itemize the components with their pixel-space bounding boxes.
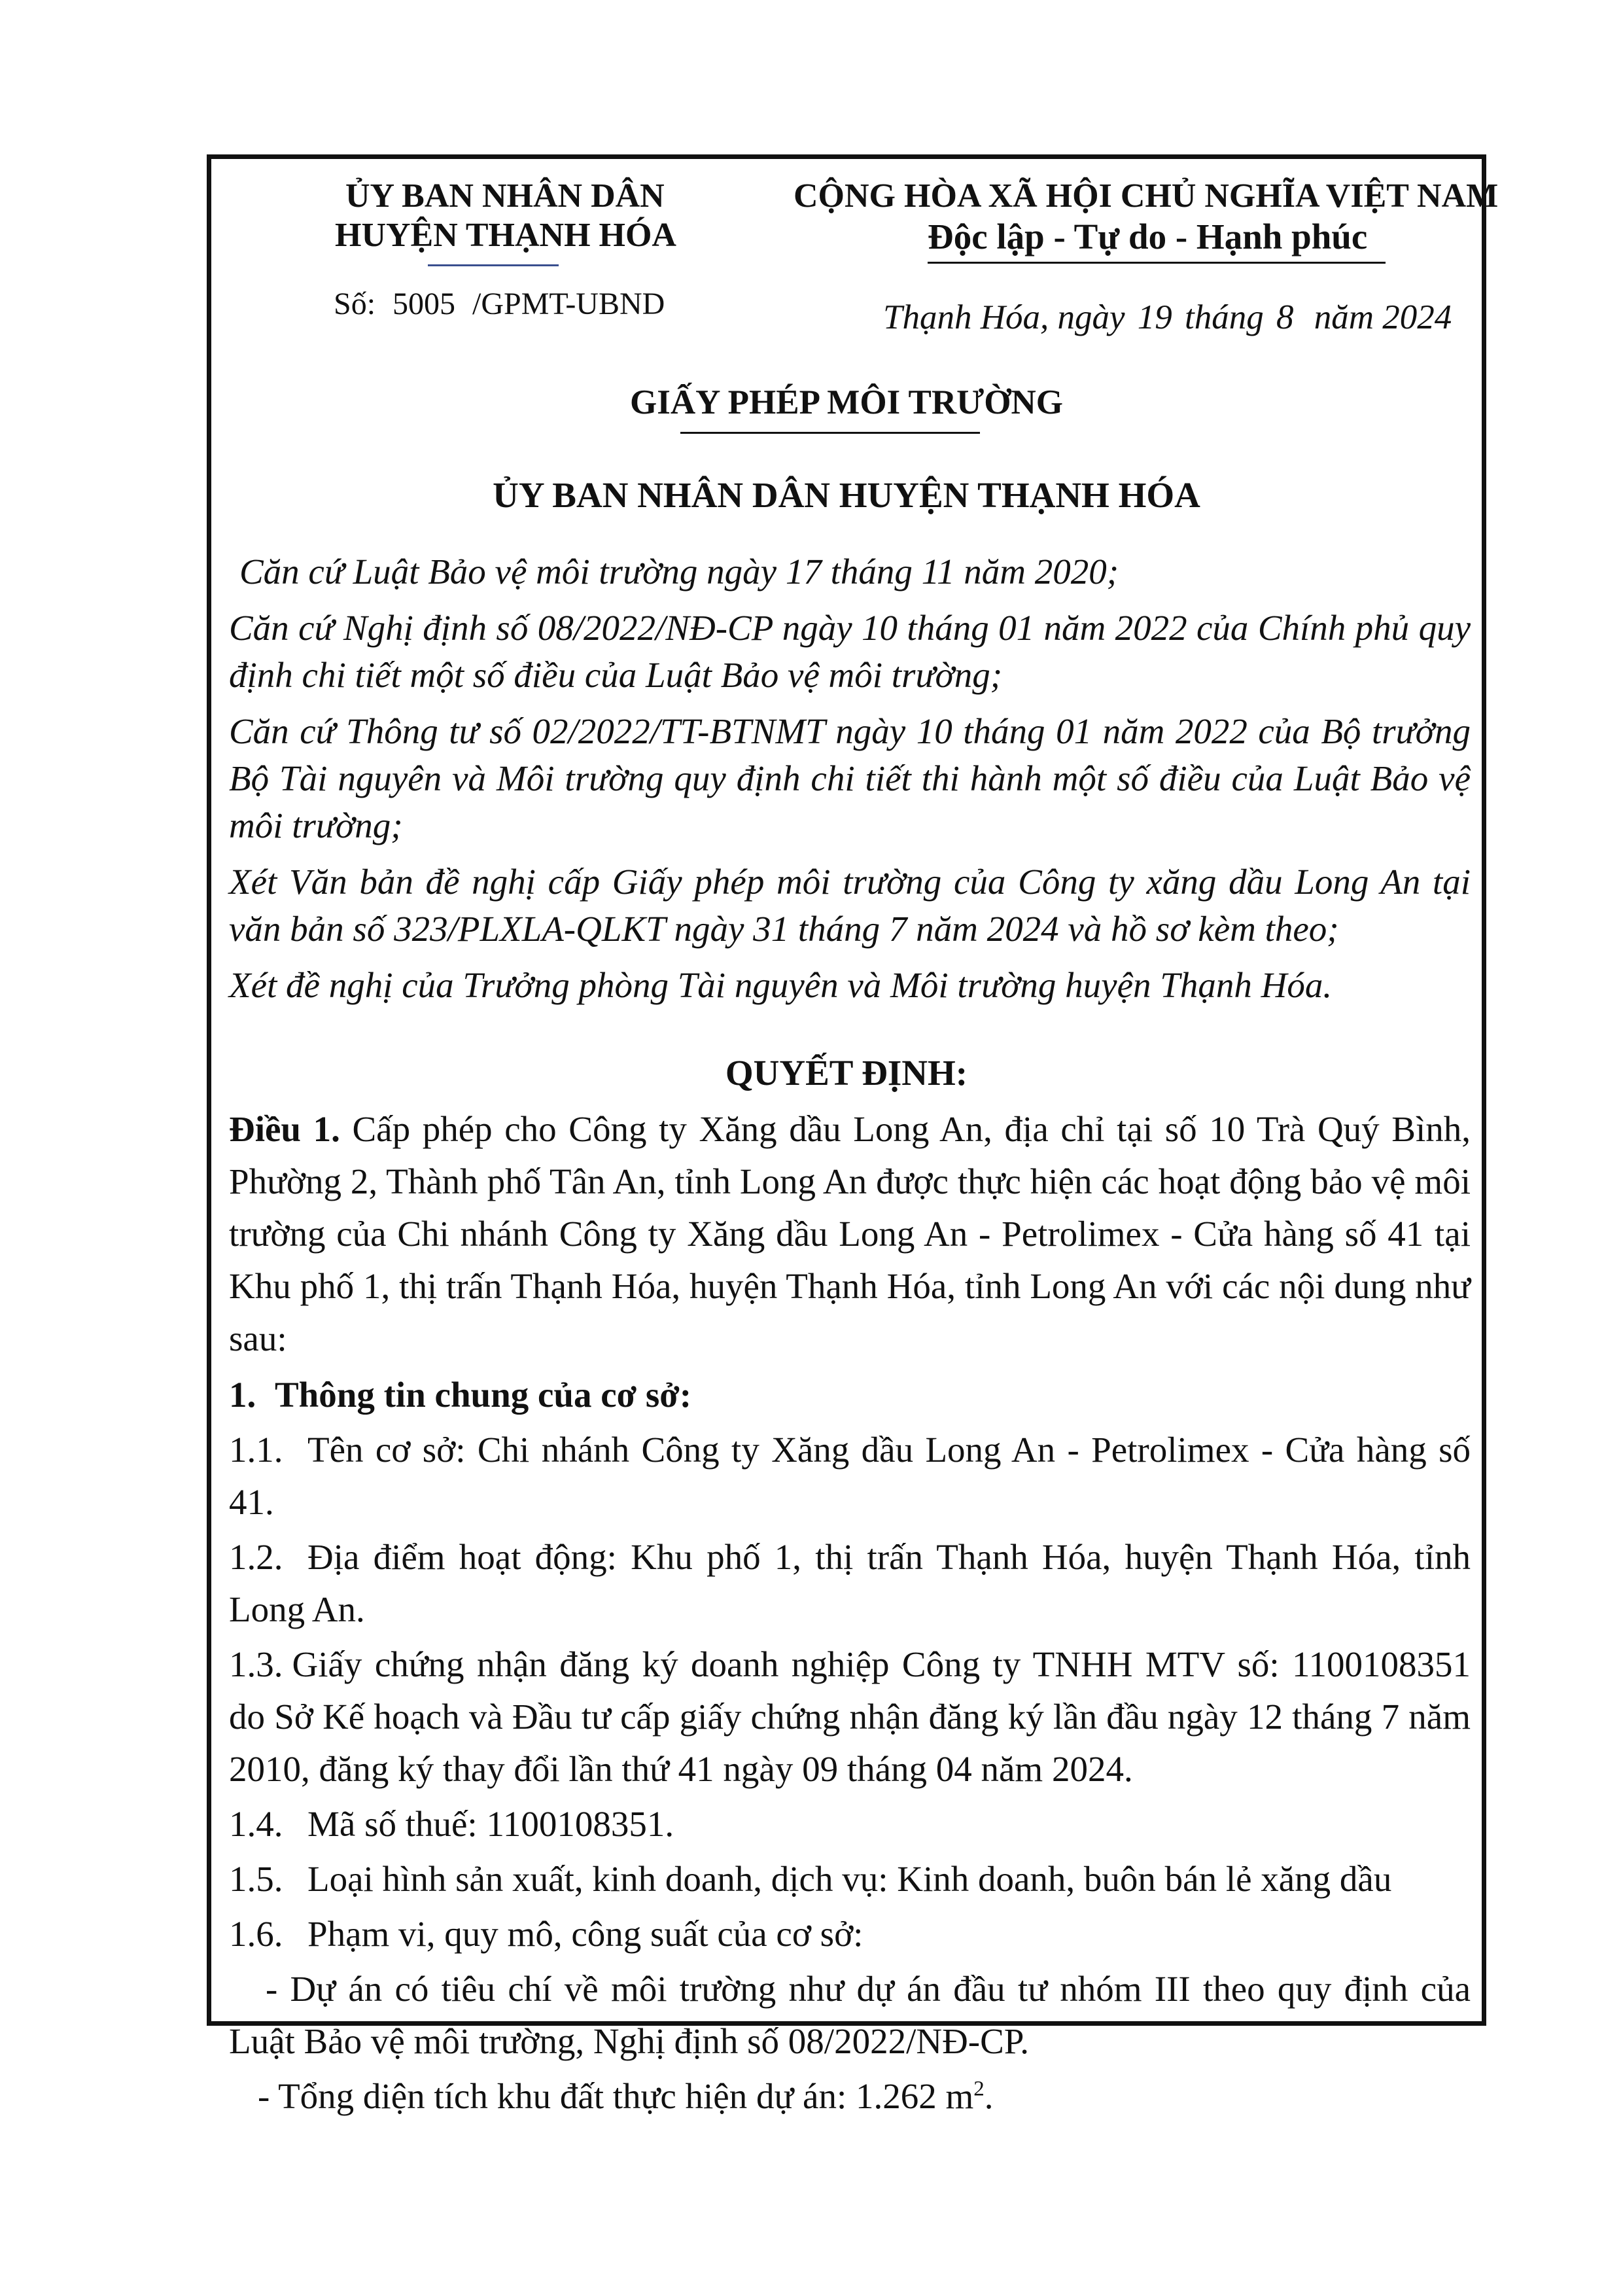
item-1-1 <box>229 1424 1471 1528</box>
article-1-label: Điều 1. <box>229 1109 340 1149</box>
article-1 <box>229 1103 1471 1365</box>
section-1-heading <box>229 1369 1471 1421</box>
decision-heading: QUYẾT ĐỊNH: <box>725 1053 968 1093</box>
date-place: Thạnh Hóa, ngày <box>883 298 1125 336</box>
document-number <box>334 286 665 322</box>
item-1-2-text: Địa điểm hoạt động: Khu phố 1, thị trấn Thạnh Hóa, huyện Thạnh Hóa, tỉnh Long An. <box>229 1537 1471 1629</box>
number-suffix: /GPMT-UBND <box>472 287 665 321</box>
item-1-6-text: Phạm vi, quy mô, công suất của cơ sở: <box>307 1914 864 1954</box>
date-month-word: tháng <box>1185 298 1264 336</box>
preamble-law: Căn cứ Luật Bảo vệ môi trường ngày 17 tháng 11 năm 2020; <box>239 552 1119 592</box>
national-title: CỘNG HÒA XÃ HỘI CHỦ NGHĨA VIỆT NAM <box>794 177 1499 215</box>
authority-heading: ỦY BAN NHÂN DÂN HUYỆN THẠNH HÓA <box>493 475 1200 515</box>
item-1-4-text: Mã số thuế: 1100108351. <box>307 1804 674 1844</box>
section-1 <box>229 1369 1471 2123</box>
item-1-3 <box>229 1638 1471 1795</box>
bullet-land-area <box>229 2070 1471 2123</box>
preamble-decree: Căn cứ Nghị định số 08/2022/NĐ-CP ngày 10 tháng 01 năm 2022 của Chính phủ quy định chi tiết một số điều của Luật Bảo vệ môi trường; <box>229 608 1471 695</box>
article-1-paragraph <box>229 1103 1471 1365</box>
item-1-3-text: Giấy chứng nhận đăng ký doanh nghiệp Công ty TNHH MTV số: 1100108351 do Sở Kế hoạch và Đầu tư cấp giấy chứng nhận đăng ký lần đầu ngày 12 tháng 7 năm 2010, đăng ký thay đổi lần thứ 41 ngày 09 tháng 04 năm 2024. <box>229 1644 1471 1789</box>
issuer-name: ỦY BAN NHÂN DÂN <box>345 177 665 215</box>
number-prefix: Số: <box>334 287 376 321</box>
number-value: 5005 <box>393 287 456 321</box>
item-1-6 <box>229 1908 1471 1960</box>
bullet-project-group: - Dự án có tiêu chí về môi trường như dự án đầu tư nhóm III theo quy định của Luật Bảo vệ môi trường, Nghị định số 08/2022/NĐ-CP. <box>229 1969 1471 2061</box>
item-1-2-num: 1.2. <box>229 1537 283 1577</box>
document-title: GIẤY PHÉP MÔI TRƯỜNG <box>629 383 1064 421</box>
issuer-underline <box>428 264 559 266</box>
item-1-1-num: 1.1. <box>229 1430 283 1470</box>
preamble <box>229 548 1471 1009</box>
item-1-5 <box>229 1853 1471 1905</box>
issue-date <box>883 298 1452 337</box>
date-day: 19 <box>1137 298 1172 336</box>
issuer-district: HUYỆN THẠNH HÓA <box>335 217 676 254</box>
date-year: năm 2024 <box>1314 298 1452 336</box>
item-1-2 <box>229 1531 1471 1636</box>
article-1-text: Cấp phép cho Công ty Xăng dầu Long An, địa chỉ tại số 10 Trà Quý Bình, Phường 2, Thành phố Tân An, tỉnh Long An được thực hiện các hoạt động bảo vệ môi trường của Chi nhánh Công ty Xăng dầu Long An - Petrolimex - Cửa hàng số 41 tại Khu phố 1, thị trấn Thạnh Hóa, huyện Thạnh Hóa, tỉnh Long An với các nội dung như sau: <box>229 1109 1471 1358</box>
section-1-title: Thông tin chung của cơ sở: <box>275 1375 692 1415</box>
item-1-4 <box>229 1798 1471 1850</box>
date-month: 8 <box>1276 298 1294 336</box>
land-area-end: . <box>984 2076 994 2116</box>
land-area-superscript: 2 <box>973 2077 985 2101</box>
national-motto: Độc lập - Tự do - Hạnh phúc <box>928 217 1368 256</box>
preamble-proposal: Xét đề nghị của Trưởng phòng Tài nguyên và Môi trường huyện Thạnh Hóa. <box>229 965 1333 1005</box>
land-area-text: - Tổng diện tích khu đất thực hiện dự án: 1.262 m <box>258 2076 974 2116</box>
preamble-request: Xét Văn bản đề nghị cấp Giấy phép môi trường của Công ty xăng dầu Long An tại văn bản số 323/PLXLA-QLKT ngày 31 tháng 7 năm 2024 và hồ sơ kèm theo; <box>229 862 1471 949</box>
section-1-number: 1. <box>229 1375 256 1415</box>
item-1-4-num: 1.4. <box>229 1804 283 1844</box>
item-1-3-num: 1.3. <box>229 1644 283 1684</box>
item-1-5-text: Loại hình sản xuất, kinh doanh, dịch vụ: Kinh doanh, buôn bán lẻ xăng dầu <box>307 1859 1392 1899</box>
item-1-5-num: 1.5. <box>229 1859 283 1899</box>
item-1-6-num: 1.6. <box>229 1914 283 1954</box>
motto-underline <box>928 262 1386 264</box>
preamble-circular: Căn cứ Thông tư số 02/2022/TT-BTNMT ngày 10 tháng 01 năm 2022 của Bộ trưởng Bộ Tài nguyên và Môi trường quy định chi tiết thi hành một số điều của Luật Bảo vệ môi trường; <box>229 711 1471 845</box>
title-underline <box>680 432 980 434</box>
item-1-1-text: Tên cơ sở: Chi nhánh Công ty Xăng dầu Long An - Petrolimex - Cửa hàng số 41. <box>229 1430 1471 1522</box>
